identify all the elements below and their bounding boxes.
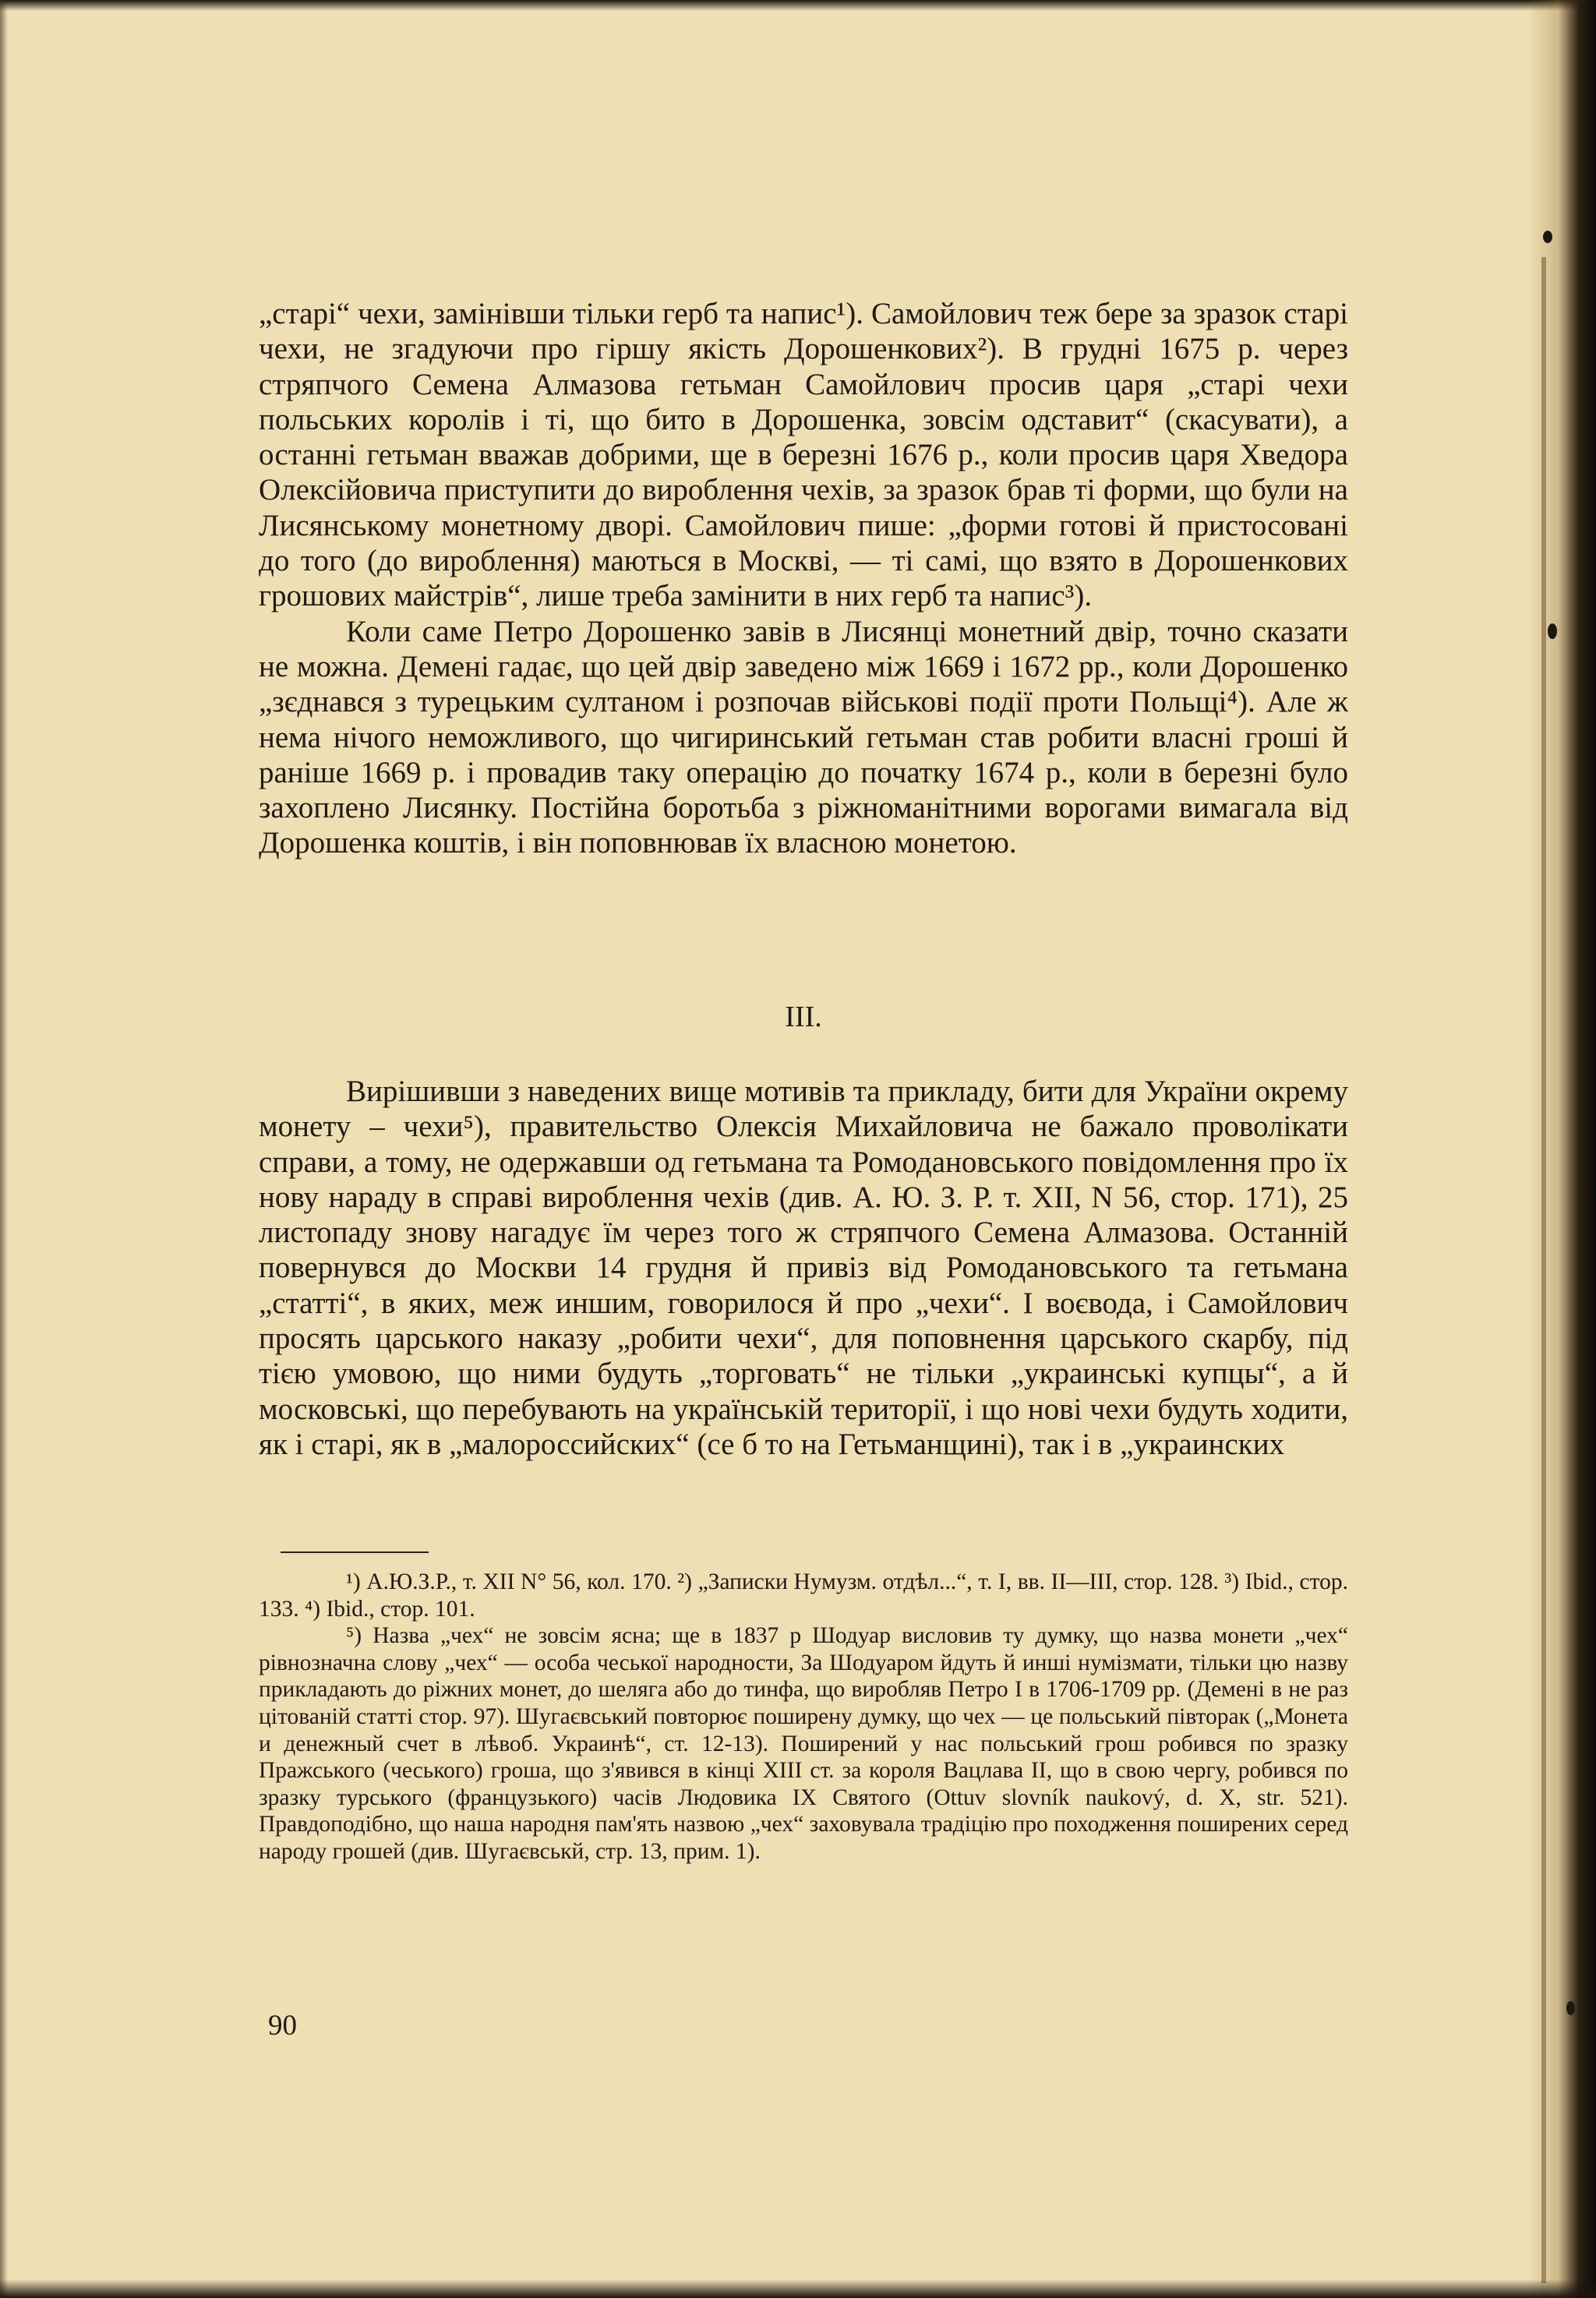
- scan-mark: [1566, 2001, 1575, 2015]
- section-heading: III.: [785, 1001, 822, 1033]
- paragraph: „старі“ чехи, замінівши тільки герб та напис¹). Самойлович теж бере за зразок старі чехи, не згадуючи про гіршу якість Дорошенкових²). В грудні 1675 р. через стряпчого Семена Алмазова гетьман Самойлович просив царя „старі чехи польських королів і ті, що бито в Дорошенка, зовсім одставит“ (скасувати), а останні гетьман вважав добрими, ще в березні 1676 р., коли просив царя Хведора Олексійовича приступити до вироблення чехів, за зразок брав ті форми, що були на Лисянському монетному дворі. Самойлович пише: „форми готові й пристосовані до того (до вироблення) маються в Москві, — ті самі, що взято в Дорошенкових грошових майстрів“, лише треба замінити в них герб та напис³).: [259, 297, 1348, 613]
- footnotes: [259, 1569, 1348, 1866]
- scan-mark: [1543, 231, 1552, 243]
- footnote-divider: [281, 1551, 429, 1553]
- footnote: ¹) А.Ю.З.Р., т. XII N° 56, кол. 170. ²) „Записки Нумузм. отдѣл...“, т. I, вв. II—III, стор. 128. ³) Ibid., стор. 133. ⁴) Ibid., стор. 101.: [259, 1569, 1348, 1622]
- paragraph: Коли саме Петро Дорошенко завів в Лисянці монетний двір, точно сказати не можна. Демені гадає, що цей двір заведено між 1669 і 1672 рр., коли Дорошенко „зєднався з турецьким султаном і розпочав військові події проти Польщі⁴). Але ж нема нічого неможливого, що чигиринський гетьман став робити власні гроші й раніше 1669 р. і провадив таку операцію до початку 1674 р., коли в березні було захоплено Лисянку. Постійна боротьба з ріжноманітними ворогами вимагала від Дорошенка коштів, і він поповнював їх власною монетою.: [259, 614, 1348, 860]
- body-text-lower: [259, 1074, 1348, 1462]
- binding-line: [1541, 257, 1546, 2283]
- footnote: ⁵) Назва „чех“ не зовсім ясна; ще в 1837 р Шодуар висловив ту думку, що назва монети „чех“ рівнозначна слову „чех“ — особа чеської народности, За Шодуаром йдуть й инші нумізмати, тільки цю назву прикладають до ріжних монет, до шеляга або до тинфа, що виробляв Петро I в 1706-1709 рр. (Демені в не раз цітованій статті стор. 97). Шугаєвський повторює поширену думку, що чех — це польський півторак („Монета и денежный счет в лѣвоб. Украинѣ“, ст. 12-13). Поширений у нас польський грош робився по зразку Пражського (чеського) гроша, що з'явився в кінці XIII ст. за короля Вацлава II, що в свою чергу, робився по зразку турського (французького) часів Людовика IX Святого (Ottuv slovník naukový, d. X, str. 521). Правдоподібно, що наша народня пам'ять назвою „чех“ заховувала традіцію про походження поширених серед народу грошей (див. Шугаєвськй, стр. 13, прим. 1).: [259, 1623, 1348, 1864]
- bottom-scan-shadow: [0, 2279, 1596, 2298]
- top-scan-shadow: [0, 0, 1596, 11]
- body-text-upper: [259, 296, 1348, 861]
- paragraph: Вирішивши з наведених вище мотивів та прикладу, бити для України окрему монету – чехи⁵), правительство Олексія Михайловича не бажало проволікати справи, а тому, не одержавши од гетьмана та Ромодановського повідомлення про їх нову нараду в справі вироблення чехів (див. А. Ю. З. Р. т. XII, N 56, стор. 171), 25 листопаду знову нагадує їм через того ж стряпчого Семена Алмазова. Останній повернувся до Москви 14 грудня й привіз від Ромодановського та гетьмана „статті“, в яких, меж иншим, говорилося й про „чехи“. І воєвода, і Самойлович просять царського наказу „робити чехи“, для поповнення царського скарбу, під тією умовою, що ними будуть „торговать“ не тільки „украинські купцы“, а й московські, що перебувають на українській території, і що нові чехи будуть ходити, як і старі, як в „малороссийских“ (се б то на Гетьманщині), так і в „украинских: [259, 1075, 1348, 1461]
- scan-mark: [1548, 623, 1557, 639]
- page-number: 90: [268, 2010, 297, 2042]
- right-page-edge: [1527, 0, 1596, 2298]
- left-scan-shadow: [0, 0, 8, 2298]
